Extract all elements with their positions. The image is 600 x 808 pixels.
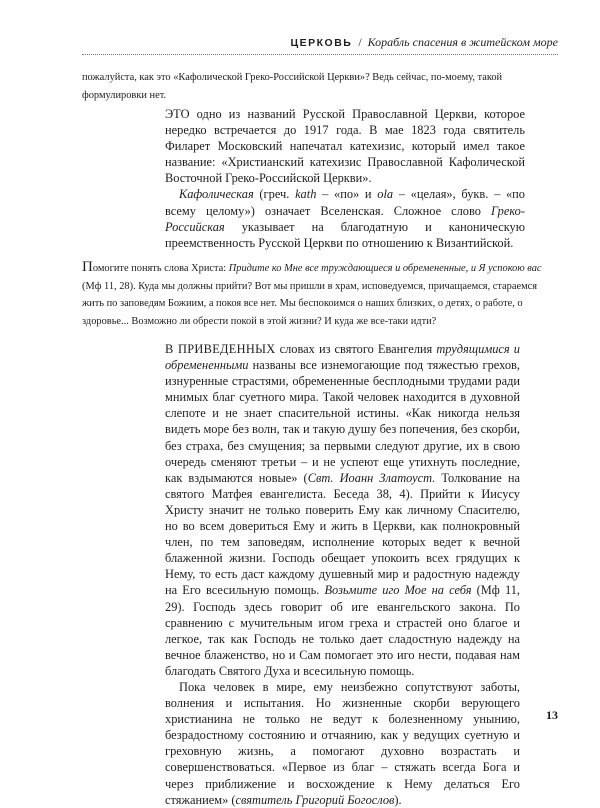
page-number: 13 [546, 708, 558, 722]
question-1-text: пожалуйста, как это «Кафолической Греко-Российской Церкви»? Ведь сейчас, по-моему, такой формулировки нет. [82, 72, 503, 101]
text-run: словах из святого Евангелия [275, 342, 437, 356]
running-header [82, 32, 558, 55]
text-run: омогите понять слова Христа: [92, 263, 229, 274]
text-run: Толкование на святого Матфея евангелиста. Беседа 38, 4). Прийти к Иисусу Христу значит не только поверить Ему как личному Спасителю, но во всем довериться Ему и жить в Церкви, как полнокровный член, по тем заповедям, исполнение которых ведет к вечной блаженной жизни. Господь обещает упокоить всех грядущих к Нему, то есть даст каждому душевный мир и радостную надежду на Его всесильную помощь. [165, 470, 520, 598]
text-run: – «по» и [316, 187, 378, 202]
source-chrysostom: Свт. Иоанн Златоуст. [307, 470, 436, 485]
answer-1-paragraph-2 [165, 186, 525, 250]
answer-2-lead: В ПРИВЕДЕННЫХ [165, 342, 276, 356]
term-catholic: Кафолическая [179, 187, 254, 202]
greek-ola: ola [377, 187, 394, 202]
text-run: – «целая», букв. – «по всему целому») означает Вселенская. Сложное слово [165, 187, 525, 218]
text-run: названы все изнемогающие под тяжестью грехов, изнуренные страстями, обремененные бесплодными трудами ради мнимых благ суетного мира. Такой человек находится в духовной слепоте и не знает спасительной истины. «Как никогда нельзя видеть море без волн, так и такую душу без попечения, без скорби, без страха, без смущения; за первыми следуют другие, их в свою очередь сменяют третьи – и не успеют еще утихнуть последние, как вздымаются новые» ( [165, 358, 520, 485]
text-run: ). [394, 792, 402, 807]
text-run: (Мф 11, 28). Куда мы должны прийти? Вот мы пришли в храм, исповедуемся, причащаемся, стараемся жить по заповедям Божиим, а покоя все нет. Мы беспокоимся о наших близких, о детях, о работе, о здоровье... Возможно ли обрести покой в этой жизни? И куда же все-таки идти? [82, 280, 538, 327]
answer-1 [165, 106, 525, 251]
gospel-quote: Придите ко Мне все труждающиеся и обремененные, и Я успокою вас [228, 263, 542, 274]
header-title: Корабль спасения в житейском море [367, 35, 558, 49]
header-section: ЦЕРКОВЬ [290, 37, 353, 49]
answer-1-paragraph-1: ЭТО одно из названий Русской Православной Церкви, которое нередко встречается до 1917 года. В мае 1823 года святитель Филарет Московский напечатал катехизис, который имел такое название: «Христианский катехизис Православной Кафолической Восточной Греко-Российской Церкви». [165, 107, 525, 186]
text-run: Пока человек в мире, ему неизбежно сопутствуют заботы, волнения и испытания. Но жизненные скорби верующего христианина не только не ведут к болезненному унынию, безрадостному состоянию и отчаянию, как у ведущих суетную и греховную жизнь, а помогают духовно возрастать и совершенствоваться. «Первое из благ – стяжать всегда Бога и через приближение и восхождение к Нему делаться Его стяжанием» ( [165, 679, 520, 807]
question-2-text [82, 259, 558, 330]
greek-kath: kath [295, 187, 317, 202]
term-greco-russian: Греко-Российская [165, 203, 525, 234]
answer-2-paragraph-2 [165, 679, 520, 808]
text-run: (Мф 11, 29). Господь здесь говорит об иге евангельского закона. По сравнению с мучительным игом греха и страстей оно благое и легкое, так как Господь не только дает сладостную надежду на вечное блаженство, но и Сам помогает это иго нести, подавая нам благодать Святого Духа и всесильную помощь. [165, 583, 520, 678]
text-run: (греч. [253, 187, 296, 202]
quote-yoke: Возьмите иго Мое на себя [324, 583, 472, 598]
question-2-initial: П [82, 259, 93, 275]
text-run: указывает на благодатную и каноническую преемственность Русской Церкви по отношению к Византийской. [165, 219, 525, 250]
header-separator: / [358, 35, 362, 49]
answer-2-paragraph-1 [165, 341, 520, 679]
source-gregory: святитель Григорий Богослов [235, 792, 395, 807]
quote-laboring: трудящимися и обремененными [165, 342, 520, 373]
answer-2 [165, 341, 520, 808]
